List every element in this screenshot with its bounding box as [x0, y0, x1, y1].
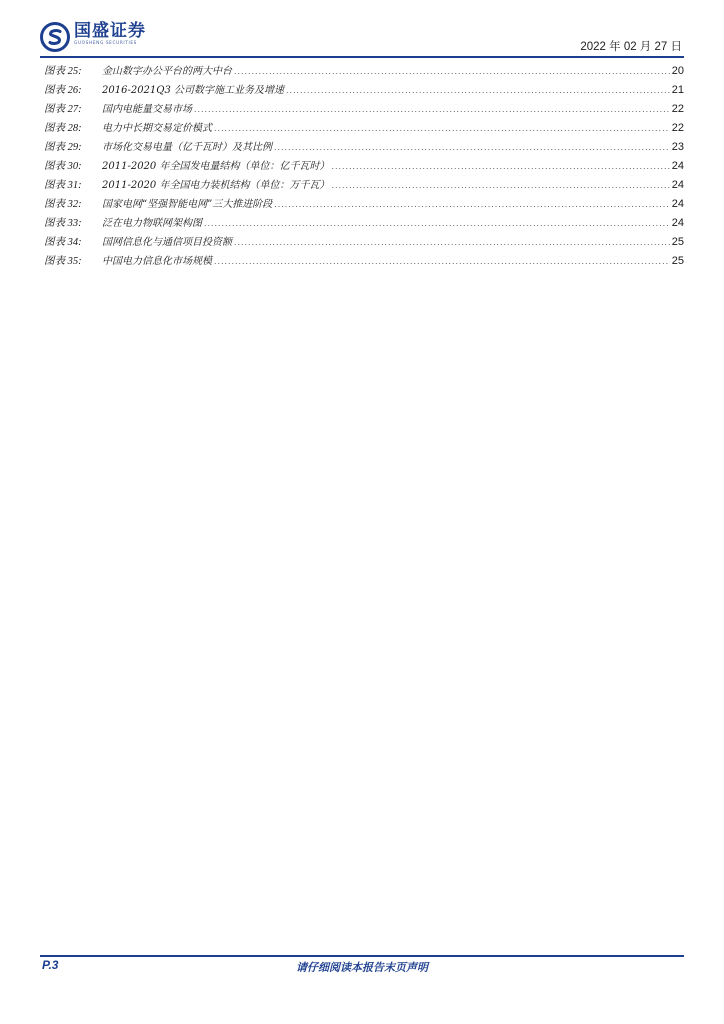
report-date: 2022 年 02 月 27 日: [580, 41, 682, 53]
toc-entry-title: 市场化交易电量（亿千瓦时）及其比例: [102, 142, 272, 153]
toc-entry[interactable]: [44, 235, 684, 254]
logo-text: [74, 22, 146, 47]
toc-entry-label: 图表 34:: [44, 237, 82, 248]
toc-entry[interactable]: [44, 197, 684, 216]
toc-entry[interactable]: [44, 178, 684, 197]
toc-entry[interactable]: [44, 102, 684, 121]
toc-dot-leader: [204, 216, 670, 230]
toc-entry-page: 24: [671, 160, 684, 172]
guosheng-logo-icon: [40, 22, 70, 52]
toc-entry-page: 21: [671, 84, 684, 96]
toc-entry-page: 24: [671, 217, 684, 229]
toc-dot-leader: [214, 121, 670, 135]
toc-entry[interactable]: [44, 121, 684, 140]
toc-entry-title: 国网信息化与通信项目投资额: [102, 237, 232, 248]
toc-entry-label: 图表 28:: [44, 123, 82, 134]
page-header: [40, 18, 684, 58]
toc-entry-label: 图表 26:: [44, 85, 82, 96]
header-divider: [40, 56, 684, 58]
toc-entry-page: 20: [671, 65, 684, 77]
toc-entry[interactable]: [44, 64, 684, 83]
toc-entry-title: 金山数字办公平台的两大中台: [102, 66, 232, 77]
toc-entry-label: 图表 29:: [44, 142, 82, 153]
toc-entry-page: 24: [671, 179, 684, 191]
toc-entry-page: 23: [671, 141, 684, 153]
footer-disclaimer: 请仔细阅读本报告末页声明: [296, 961, 428, 974]
toc-entry-page: 22: [671, 103, 684, 115]
toc-entry-title: 2011-2020 年全国发电量结构（单位：亿千瓦时）: [102, 161, 330, 172]
toc-dot-leader: [234, 64, 670, 78]
toc-entry-label: 图表 33:: [44, 218, 82, 229]
toc-dot-leader: [214, 254, 670, 268]
toc-entry-page: 25: [671, 255, 684, 267]
toc-entry-label: 图表 31:: [44, 180, 82, 191]
toc-entry-title: 2016-2021Q3 公司数字施工业务及增速: [102, 85, 285, 96]
toc-entry[interactable]: [44, 254, 684, 273]
toc-entry-title: 国内电能量交易市场: [102, 104, 192, 115]
toc-dot-leader: [286, 83, 670, 97]
toc-entry[interactable]: [44, 216, 684, 235]
toc-entry[interactable]: [44, 159, 684, 178]
toc-dot-leader: [331, 159, 669, 173]
toc-entry-page: 25: [671, 236, 684, 248]
toc-entry-page: 24: [671, 198, 684, 210]
toc-entry-title: 国家电网“坚强智能电网”三大推进阶段: [102, 199, 273, 210]
logo-name-en: GUOSHENG SECURITIES: [74, 41, 138, 46]
toc-entry-label: 图表 35:: [44, 256, 82, 267]
toc-entry-title: 电力中长期交易定价模式: [102, 123, 212, 134]
toc-dot-leader: [331, 178, 669, 192]
toc-entry-title: 泛在电力物联网架构图: [102, 218, 202, 229]
toc-entry-title: 2011-2020 年全国电力装机结构（单位：万千瓦）: [102, 180, 330, 191]
page-number: P.3: [42, 958, 59, 972]
toc-entry-title: 中国电力信息化市场规模: [102, 256, 212, 267]
logo-name-cn: 国盛证券: [74, 21, 146, 41]
footer-divider: [40, 955, 684, 957]
figure-index: [44, 64, 684, 273]
toc-entry-label: 图表 27:: [44, 104, 82, 115]
toc-dot-leader: [274, 197, 670, 211]
toc-entry-page: 22: [671, 122, 684, 134]
toc-entry-label: 图表 30:: [44, 161, 82, 172]
toc-entry-label: 图表 25:: [44, 66, 82, 77]
toc-dot-leader: [234, 235, 670, 249]
toc-dot-leader: [194, 102, 670, 116]
toc-entry[interactable]: [44, 83, 684, 102]
toc-entry[interactable]: [44, 140, 684, 159]
company-logo: [40, 22, 146, 54]
toc-entry-label: 图表 32:: [44, 199, 82, 210]
toc-dot-leader: [274, 140, 670, 154]
